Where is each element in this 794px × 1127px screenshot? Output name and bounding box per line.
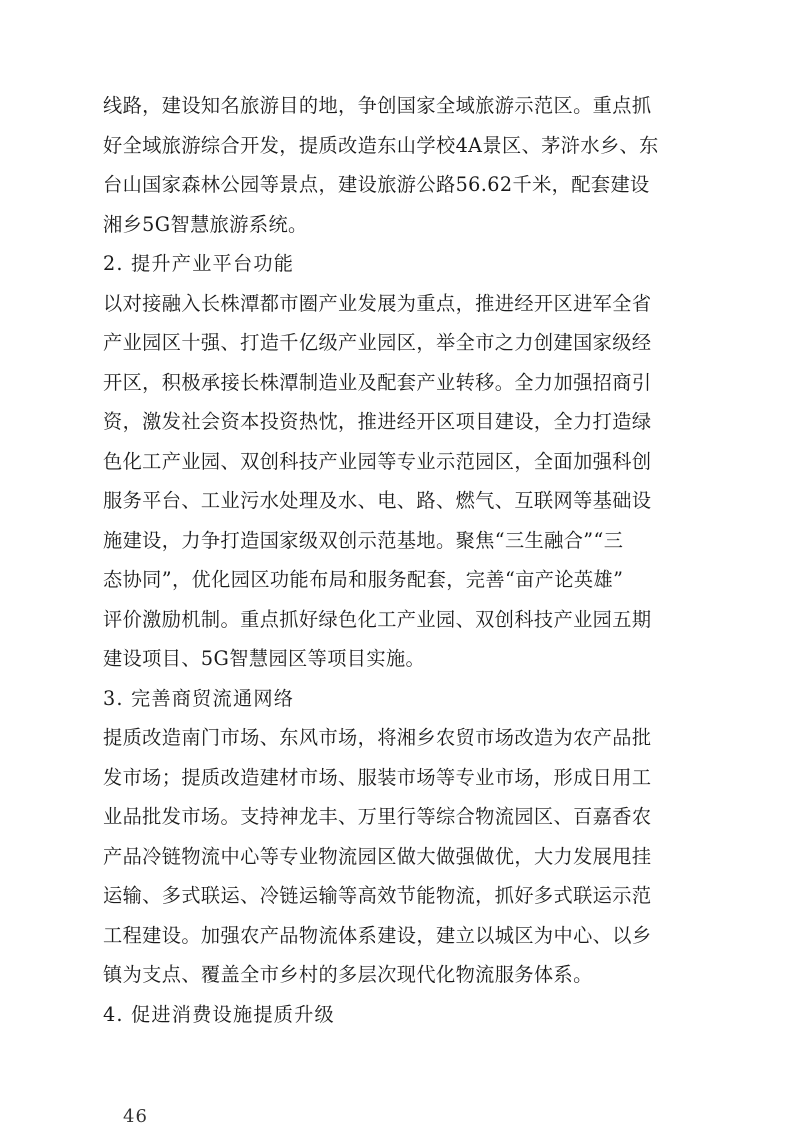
text-line: 建设项目、5G智慧园区等项目实施。: [103, 647, 426, 670]
text-line: 工程建设。加强农产品物流体系建设，建立以城区为中心、以乡: [103, 923, 652, 947]
text-line: 线路，建设知名旅游目的地，争创国家全域旅游示范区。重点抓: [103, 94, 652, 117]
text-line: 态协同”，优化园区功能布局和服务配套，完善“亩产论英雄”: [103, 568, 624, 591]
page-number: 46: [123, 1106, 148, 1127]
text-line: 色化工产业园、双创科技产业园等专业示范园区，全面加强科创: [103, 449, 652, 473]
text-line: 提质改造南门市场、东风市场，将湘乡农贸市场改造为农产品批: [103, 726, 652, 749]
text-line: 运输、多式联运、冷链运输等高效节能物流，抓好多式联运示范: [103, 884, 652, 907]
text-line: 施建设，力争打造国家级双创示范基地。聚焦“三生融合”“三: [103, 528, 624, 552]
text-line: 湘乡5G智慧旅游系统。: [103, 212, 308, 236]
text-line: 服务平台、工业污水处理及水、电、路、燃气、互联网等基础设: [103, 489, 652, 512]
text-line: 评价激励机制。重点抓好绿色化工产业园、双创科技产业园五期: [103, 607, 652, 631]
section-heading: 3. 完善商贸流通网络: [103, 686, 295, 710]
text-line: 发市场；提质改造建材市场、服装市场等专业市场，形成日用工: [103, 765, 652, 789]
text-line: 以对接融入长株潭都市圈产业发展为重点，推进经开区进军全省: [103, 291, 652, 315]
body-text: [103, 86, 703, 1034]
text-line: 开区，积极承接长株潭制造业及配套产业转移。全力加强招商引: [103, 370, 652, 394]
section-heading: 4. 促进消费设施提质升级: [103, 1002, 335, 1026]
text-line: 产品冷链物流中心等专业物流园区做大做强做优，大力发展甩挂: [103, 844, 652, 868]
text-line: 台山国家森林公园等景点，建设旅游公路56.62千米，配套建设: [103, 173, 650, 196]
section-heading: 2. 提升产业平台功能: [103, 252, 295, 275]
text-line: 资，激发社会资本投资热忱，推进经开区项目建设，全力打造绿: [103, 410, 652, 433]
text-line: 产业园区十强、打造千亿级产业园区，举全市之力创建国家级经: [103, 331, 652, 354]
text-line: 镇为支点、覆盖全市乡村的多层次现代化物流服务体系。: [103, 963, 593, 986]
text-line: 业品批发市场。支持神龙丰、万里行等综合物流园区、百嘉香农: [103, 805, 652, 828]
text-line: 好全域旅游综合开发，提质改造东山学校4A景区、茅浒水乡、东: [103, 133, 659, 157]
